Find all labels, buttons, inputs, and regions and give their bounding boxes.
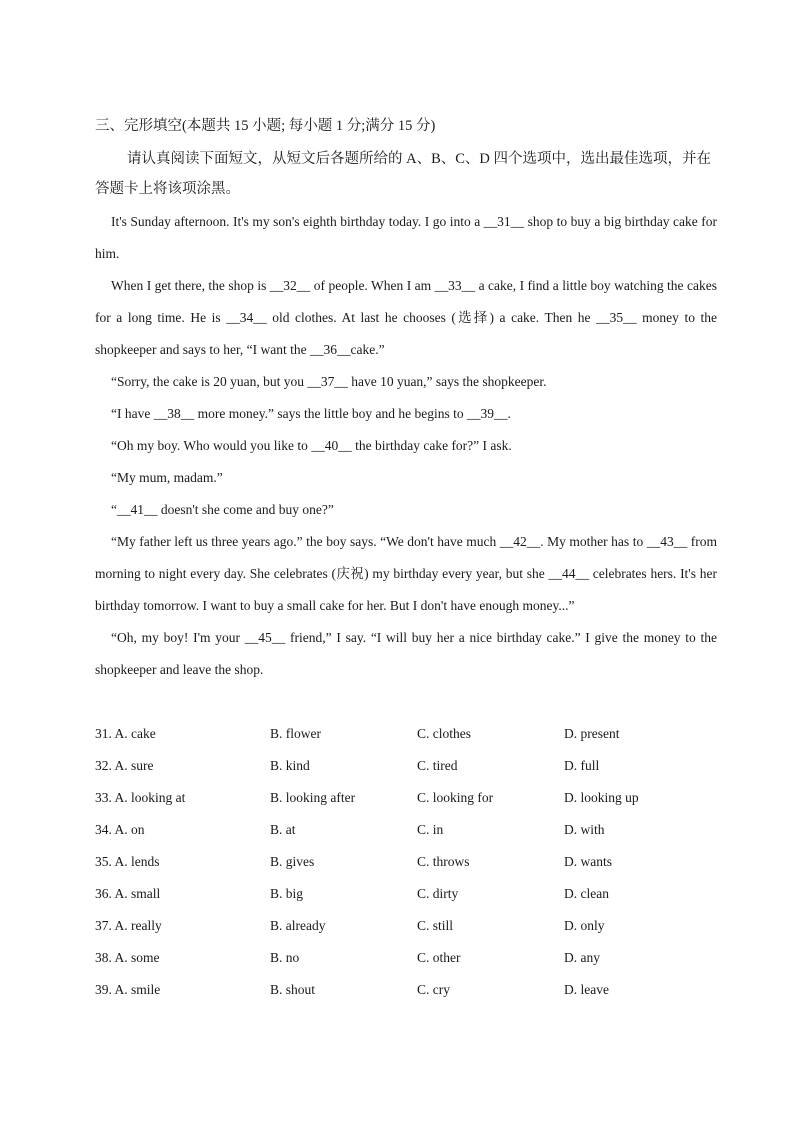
- option-a: 39. A. smile: [95, 982, 161, 997]
- option-a: 37. A. really: [95, 918, 162, 933]
- question-row: [95, 718, 717, 750]
- question-row: [95, 910, 717, 942]
- option-b: B. at: [270, 822, 296, 837]
- question-row: [95, 942, 717, 974]
- option-b: B. kind: [270, 758, 310, 773]
- option-b: B. gives: [270, 854, 315, 869]
- option-c: C. tired: [417, 758, 458, 773]
- passage-paragraph: “I have __38__ more money.” says the little boy and he begins to __39__.: [111, 406, 511, 421]
- question-row: [95, 814, 717, 846]
- question-row: [95, 782, 717, 814]
- passage-paragraph: When I get there, the shop is __32__ of people. When I am __33__ a cake, I find a little boy watching the cakes for a long time. He is __34__ old clothes. At last he chooses (选择) a cake. Then he __35__ money to the shopkeeper and says to her, “I want the __36__cake.”: [95, 278, 717, 357]
- option-a: 33. A. looking at: [95, 790, 186, 805]
- cloze-passage: [95, 206, 717, 686]
- option-a: 35. A. lends: [95, 854, 160, 869]
- option-b: B. already: [270, 918, 326, 933]
- question-number: 34.: [95, 822, 112, 837]
- question-number: 35.: [95, 854, 112, 869]
- option-d: D. leave: [564, 982, 609, 997]
- option-c: C. cry: [417, 982, 450, 997]
- question-number: 38.: [95, 950, 112, 965]
- option-d: D. looking up: [564, 790, 639, 805]
- passage-paragraph: “My father left us three years ago.” the boy says. “We don't have much __42__. My mother has to __43__ from morning to night every day. She celebrates (庆祝) my birthday every year, but she __44__ celebrates hers. It's her birthday tomorrow. I want to buy a small cake for her. But I don't have enough money...”: [95, 534, 717, 613]
- option-d: D. clean: [564, 886, 609, 901]
- question-number: 31.: [95, 726, 112, 741]
- option-b: B. looking after: [270, 790, 356, 805]
- question-number: 36.: [95, 886, 112, 901]
- option-c: C. throws: [417, 854, 470, 869]
- option-b: B. no: [270, 950, 300, 965]
- option-d: D. any: [564, 950, 600, 965]
- passage-paragraph: It's Sunday afternoon. It's my son's eighth birthday today. I go into a __31__ shop to buy a big birthday cake for him.: [95, 214, 717, 261]
- option-b: B. shout: [270, 982, 316, 997]
- option-a: 32. A. sure: [95, 758, 154, 773]
- option-a: 34. A. on: [95, 822, 145, 837]
- question-row: [95, 974, 717, 1006]
- option-d: D. full: [564, 758, 600, 773]
- option-c: C. other: [417, 950, 461, 965]
- option-c: C. dirty: [417, 886, 459, 901]
- option-c: C. looking for: [417, 790, 494, 805]
- passage-paragraph: “Sorry, the cake is 20 yuan, but you __37__ have 10 yuan,” says the shopkeeper.: [111, 374, 547, 389]
- option-c: C. clothes: [417, 726, 471, 741]
- option-d: D. present: [564, 726, 620, 741]
- answer-options: [95, 718, 717, 1006]
- option-a: 31. A. cake: [95, 726, 156, 741]
- question-number: 37.: [95, 918, 112, 933]
- option-b: B. big: [270, 886, 304, 901]
- option-d: D. only: [564, 918, 605, 933]
- question-number: 39.: [95, 982, 112, 997]
- option-a: 36. A. small: [95, 886, 161, 901]
- section-title: 三、完形填空(本题共 15 小题; 每小题 1 分;满分 15 分): [95, 118, 436, 134]
- passage-paragraph: “Oh, my boy! I'm your __45__ friend,” I say. “I will buy her a nice birthday cake.” I give the money to the shopkeeper and leave the shop.: [95, 630, 717, 677]
- question-row: [95, 750, 717, 782]
- question-number: 32.: [95, 758, 112, 773]
- question-row: [95, 846, 717, 878]
- question-row: [95, 878, 717, 910]
- question-number: 33.: [95, 790, 112, 805]
- option-c: C. still: [417, 918, 454, 933]
- option-d: D. wants: [564, 854, 612, 869]
- option-d: D. with: [564, 822, 605, 837]
- option-c: C. in: [417, 822, 444, 837]
- passage-paragraph: “__41__ doesn't she come and buy one?”: [111, 502, 334, 517]
- section-instructions: 请认真阅读下面短文，从短文后各题所给的 A、B、C、D 四个选项中，选出最佳选项，并在答题卡上将该项涂黑。: [95, 151, 712, 197]
- option-a: 38. A. some: [95, 950, 160, 965]
- option-b: B. flower: [270, 726, 321, 741]
- passage-paragraph: “My mum, madam.”: [111, 470, 223, 485]
- passage-paragraph: “Oh my boy. Who would you like to __40__ the birthday cake for?” I ask.: [111, 438, 512, 453]
